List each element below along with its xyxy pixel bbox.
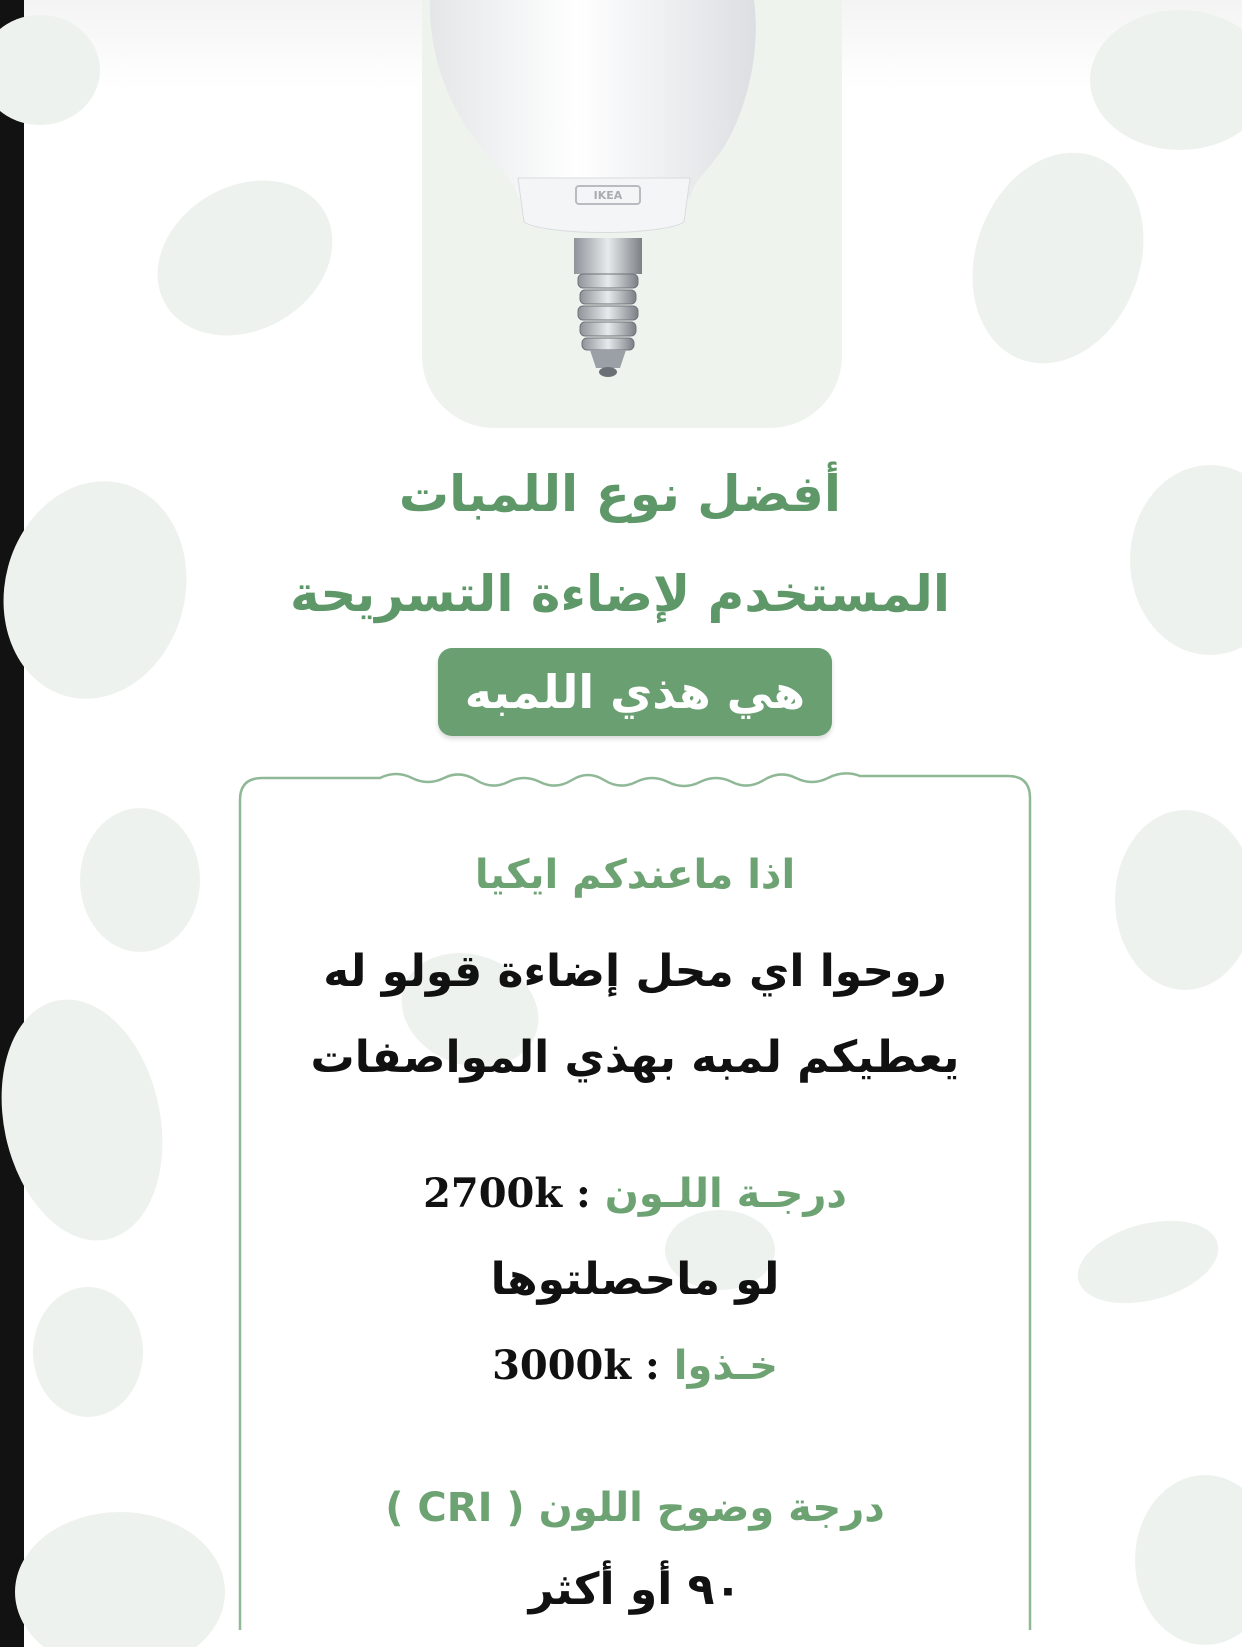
fallback-separator: : [645,1342,660,1389]
color-temp-row [240,1166,1030,1222]
color-temp-label: درجـة اللـون [604,1171,847,1217]
fallback-note: لو ماحصلتوها [490,1254,780,1305]
color-temp-value: 2700k [423,1170,563,1217]
fallback-label: خـذوا [673,1343,778,1389]
bulb-brand-label: IKEA [593,189,623,202]
highlight-pill: هي هذي اللمبه [438,648,832,736]
headline-line-1: أفضل نوع اللمبات [398,465,842,523]
instruction-line-1: روحوا اي محل إضاءة قولو له [323,946,947,997]
card-subtitle: اذا ماعندكم ايكيا [474,852,796,898]
instruction-line-2: يعطيكم لمبه بهذي المواصفات [310,1032,960,1083]
cri-value: ٩٠ أو أكثر [528,1564,742,1615]
headline-line-2: المستخدم لإضاءة التسريحة [290,565,950,623]
fallback-row [240,1338,1030,1394]
cri-label: درجة وضوح اللون ( CRI ) [385,1485,885,1531]
color-temp-separator: : [576,1170,591,1217]
fallback-value: 3000k [492,1342,632,1389]
